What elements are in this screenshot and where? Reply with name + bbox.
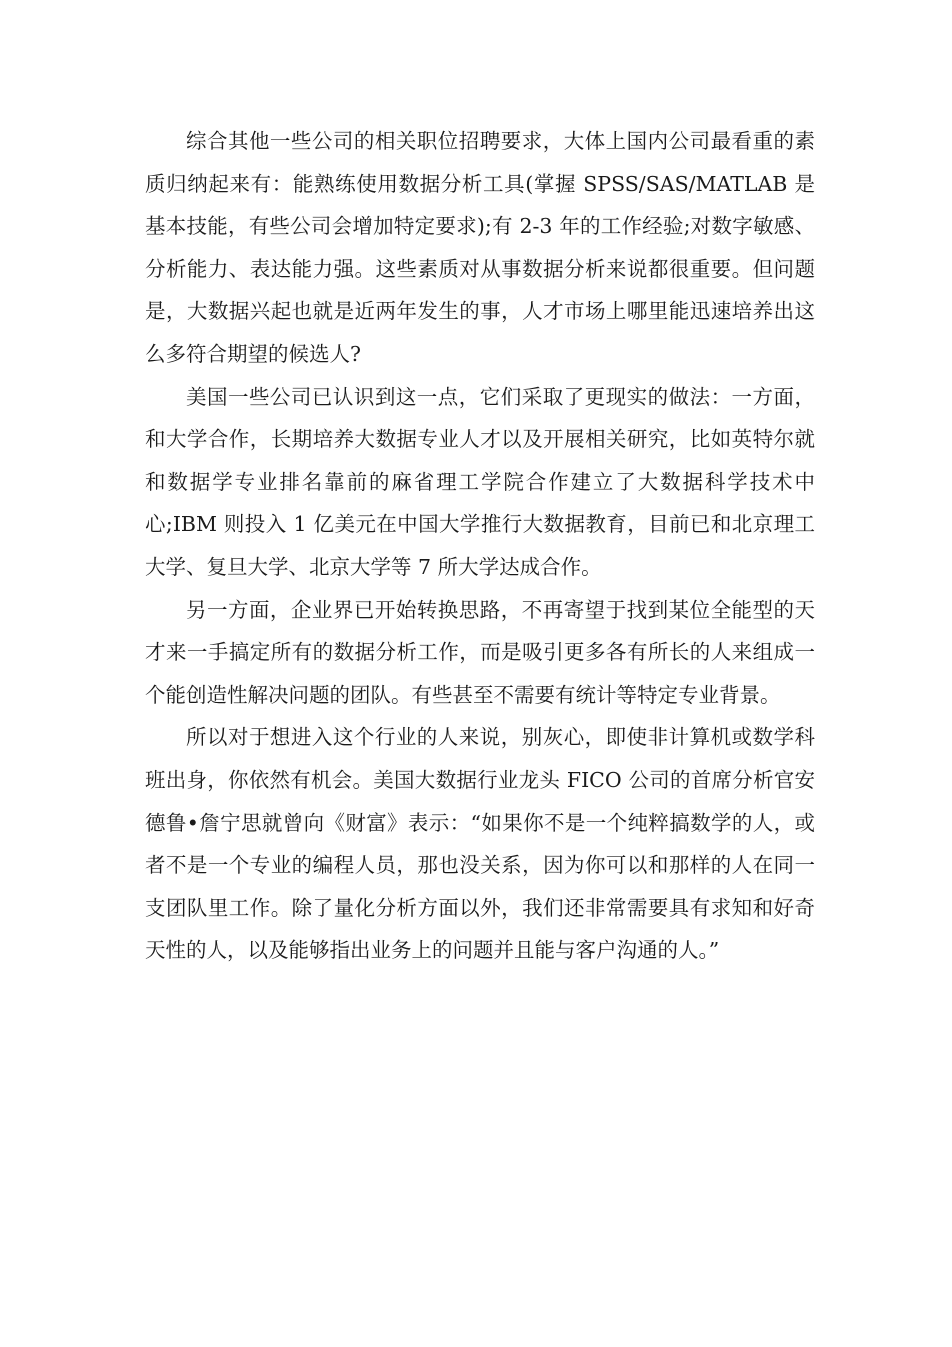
document-body xyxy=(145,120,815,972)
paragraph-2: 美国一些公司已认识到这一点，它们采取了更现实的做法：一方面，和大学合作，长期培养大数据专业人才以及开展相关研究，比如英特尔就和数据学专业排名靠前的麻省理工学院合作建立了大数据科学技术中心;IBM 则投入 1 亿美元在中国大学推行大数据教育，目前已和北京理工大学、复旦大学、北京大学等 7 所大学达成合作。 xyxy=(145,384,815,579)
paragraph-1: 综合其他一些公司的相关职位招聘要求，大体上国内公司最看重的素质归纳起来有：能熟练使用数据分析工具(掌握 SPSS/SAS/MATLAB 是基本技能，有些公司会增加特定要求);有 2-3 年的工作经验;对数字敏感、分析能力、表达能力强。这些素质对从事数据分析来说都很重要。但问题是，大数据兴起也就是近两年发生的事，人才市场上哪里能迅速培养出这么多符合期望的候选人? xyxy=(145,129,815,366)
paragraph-4: 所以对于想进入这个行业的人来说，别灰心，即使非计算机或数学科班出身，你依然有机会。美国大数据行业龙头 FICO 公司的首席分析官安德鲁•詹宁思就曾向《财富》表示：“如果你不是一个纯粹搞数学的人，或者不是一个专业的编程人员，那也没关系，因为你可以和那样的人在同一支团队里工作。除了量化分析方面以外，我们还非常需要具有求知和好奇天性的人，以及能够指出业务上的问题并且能与客户沟通的人。” xyxy=(145,725,815,963)
paragraph-3: 另一方面，企业界已开始转换思路，不再寄望于找到某位全能型的天才来一手搞定所有的数据分析工作，而是吸引更多各有所长的人来组成一个能创造性解决问题的团队。有些甚至不需要有统计等特定专业背景。 xyxy=(145,597,815,707)
